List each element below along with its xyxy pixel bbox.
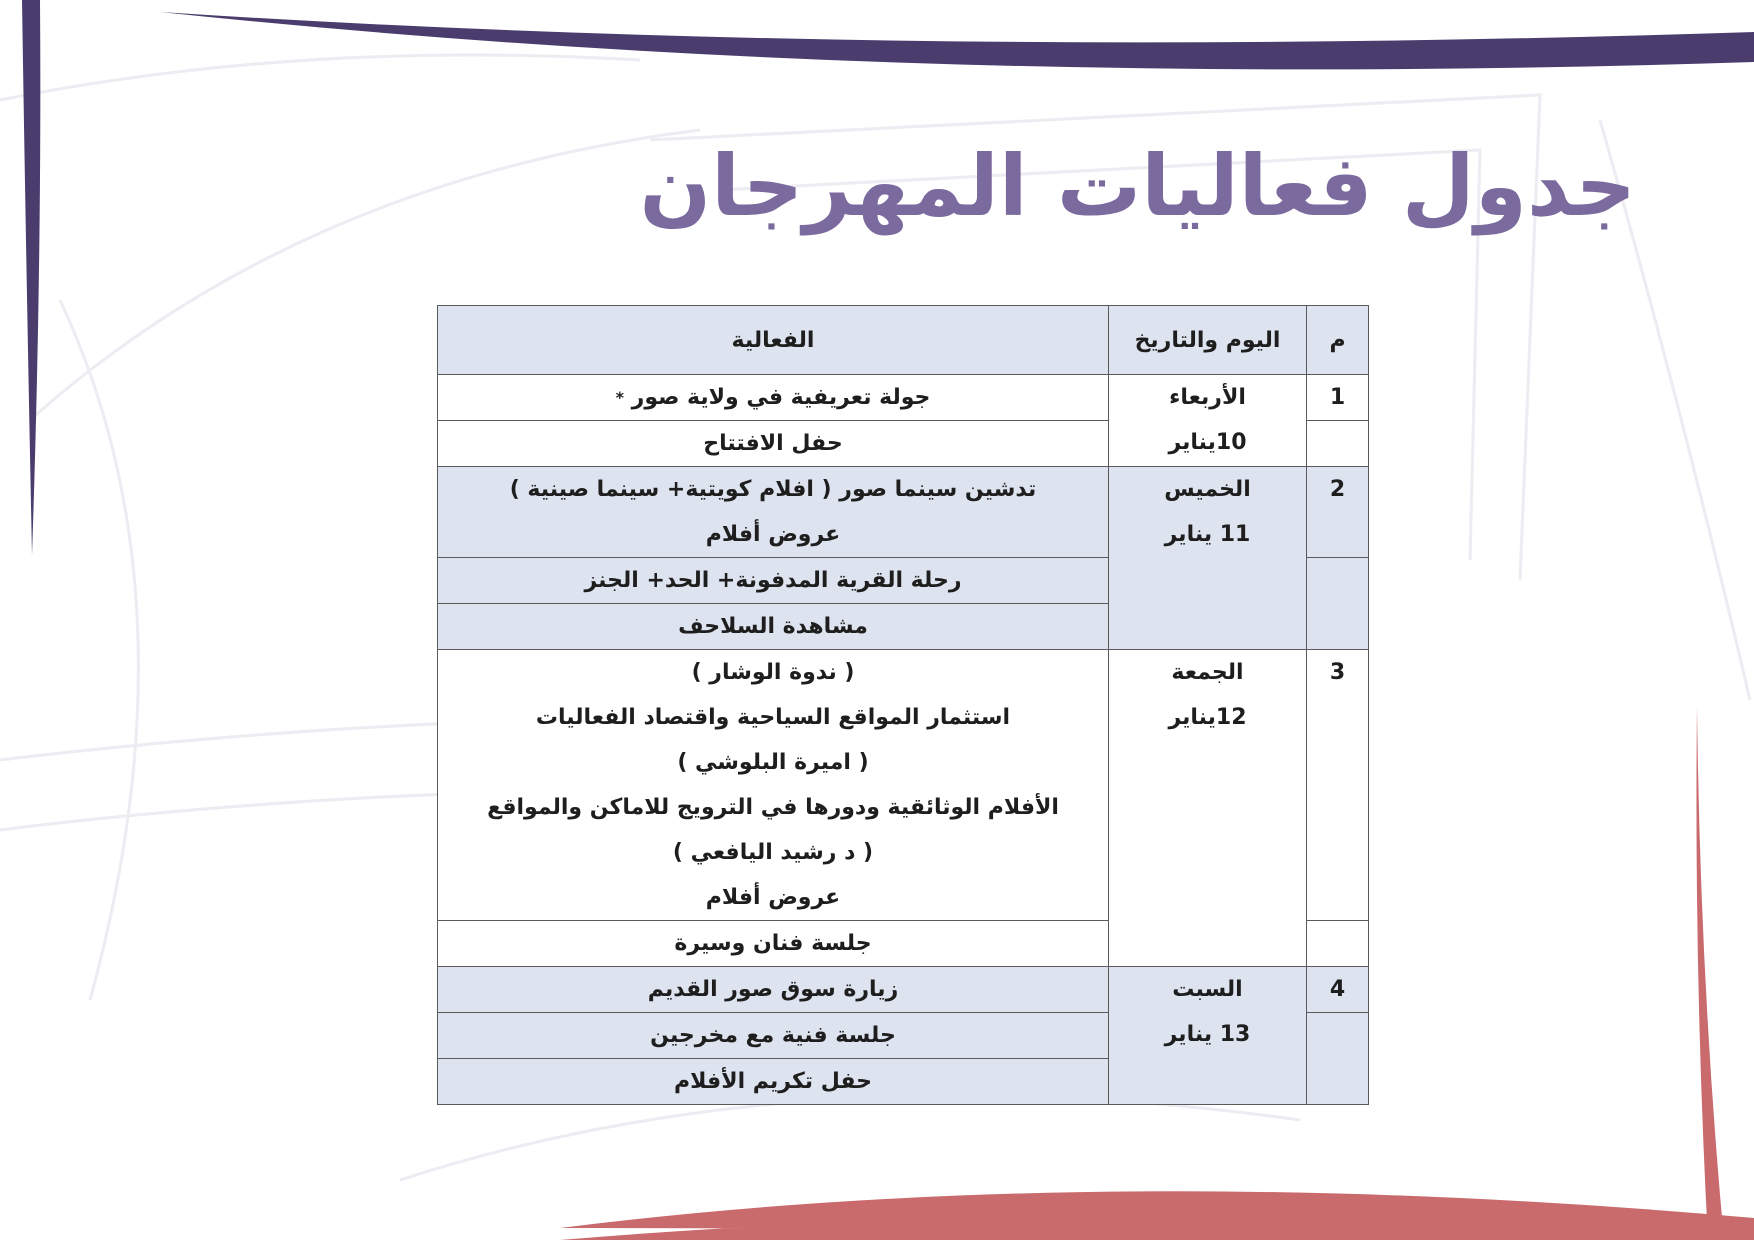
event-line: جلسة فنية مع مخرجين — [650, 1023, 896, 1048]
event-line: استثمار المواقع السياحية واقتصاد الفعاليات — [535, 705, 1011, 730]
empty-number-cell — [1307, 921, 1369, 967]
event-line-text: جولة تعريفية في ولاية صور — [631, 385, 931, 410]
header-day-date: اليوم والتاريخ — [1109, 306, 1307, 375]
event-line: ( د رشيد اليافعي ) — [672, 840, 874, 865]
day-date-cell — [1109, 375, 1307, 467]
day-name: الأربعاء — [1169, 385, 1246, 410]
header-event: الفعالية — [438, 306, 1109, 375]
event-line: حفل تكريم الأفلام — [673, 1069, 873, 1094]
festival-schedule-table — [437, 305, 1369, 1105]
day-date-cell — [1109, 967, 1307, 1105]
event-cell — [438, 558, 1109, 604]
event-line: عروض أفلام — [705, 885, 841, 910]
event-line: جلسة فنان وسيرة — [674, 931, 872, 956]
event-cell — [438, 375, 1109, 421]
event-cell — [438, 1013, 1109, 1059]
bottom-red-band — [560, 1191, 1754, 1240]
day-date: 11 يناير — [1164, 522, 1251, 547]
event-cell — [438, 967, 1109, 1013]
top-purple-band — [160, 12, 1754, 69]
page-title: جدول فعاليات المهرجان — [639, 137, 1636, 235]
event-line: زيارة سوق صور القديم — [647, 977, 899, 1002]
day-date: 10يناير — [1168, 430, 1247, 455]
day-number: 2 — [1307, 467, 1369, 558]
day-date-cell — [1109, 650, 1307, 967]
day-date: 13 يناير — [1164, 1022, 1251, 1047]
event-line: الأفلام الوثائقية ودورها في الترويج للاماكن والمواقع — [487, 795, 1059, 820]
asterisk-mark: * — [615, 388, 624, 407]
event-line: حفل الافتتاح — [703, 431, 843, 456]
event-cell — [438, 467, 1109, 558]
event-line: تدشين سينما صور ( افلام كويتية+ سينما صينية ) — [509, 477, 1037, 502]
empty-number-cell — [1307, 1013, 1369, 1105]
event-line: عروض أفلام — [705, 522, 841, 547]
event-cell — [438, 604, 1109, 650]
event-cell — [438, 650, 1109, 921]
event-line — [438, 375, 1108, 420]
event-line: مشاهدة السلاحف — [678, 614, 868, 639]
day-number: 3 — [1307, 650, 1369, 921]
day-name: الخميس — [1164, 477, 1251, 502]
event-line: ( ندوة الوشار ) — [691, 660, 855, 685]
event-cell — [438, 1059, 1109, 1105]
table-row — [438, 375, 1369, 421]
day-number: 1 — [1307, 375, 1369, 421]
header-number: م — [1307, 306, 1369, 375]
day-name: الجمعة — [1171, 660, 1244, 685]
event-line: ( اميرة البلوشي ) — [677, 750, 869, 775]
left-purple-stroke — [22, 0, 40, 555]
day-number: 4 — [1307, 967, 1369, 1013]
event-line: رحلة القرية المدفونة+ الحد+ الجنز — [584, 568, 962, 593]
table-header-row — [438, 306, 1369, 375]
table-row — [438, 650, 1369, 921]
day-date-cell — [1109, 467, 1307, 650]
event-cell — [438, 921, 1109, 967]
empty-number-cell — [1307, 558, 1369, 650]
empty-number-cell — [1307, 421, 1369, 467]
day-date: 12يناير — [1168, 705, 1247, 730]
right-red-stroke — [1696, 705, 1724, 1240]
day-name: السبت — [1172, 977, 1243, 1002]
event-cell — [438, 421, 1109, 467]
table-row — [438, 967, 1369, 1013]
table-row — [438, 467, 1369, 558]
